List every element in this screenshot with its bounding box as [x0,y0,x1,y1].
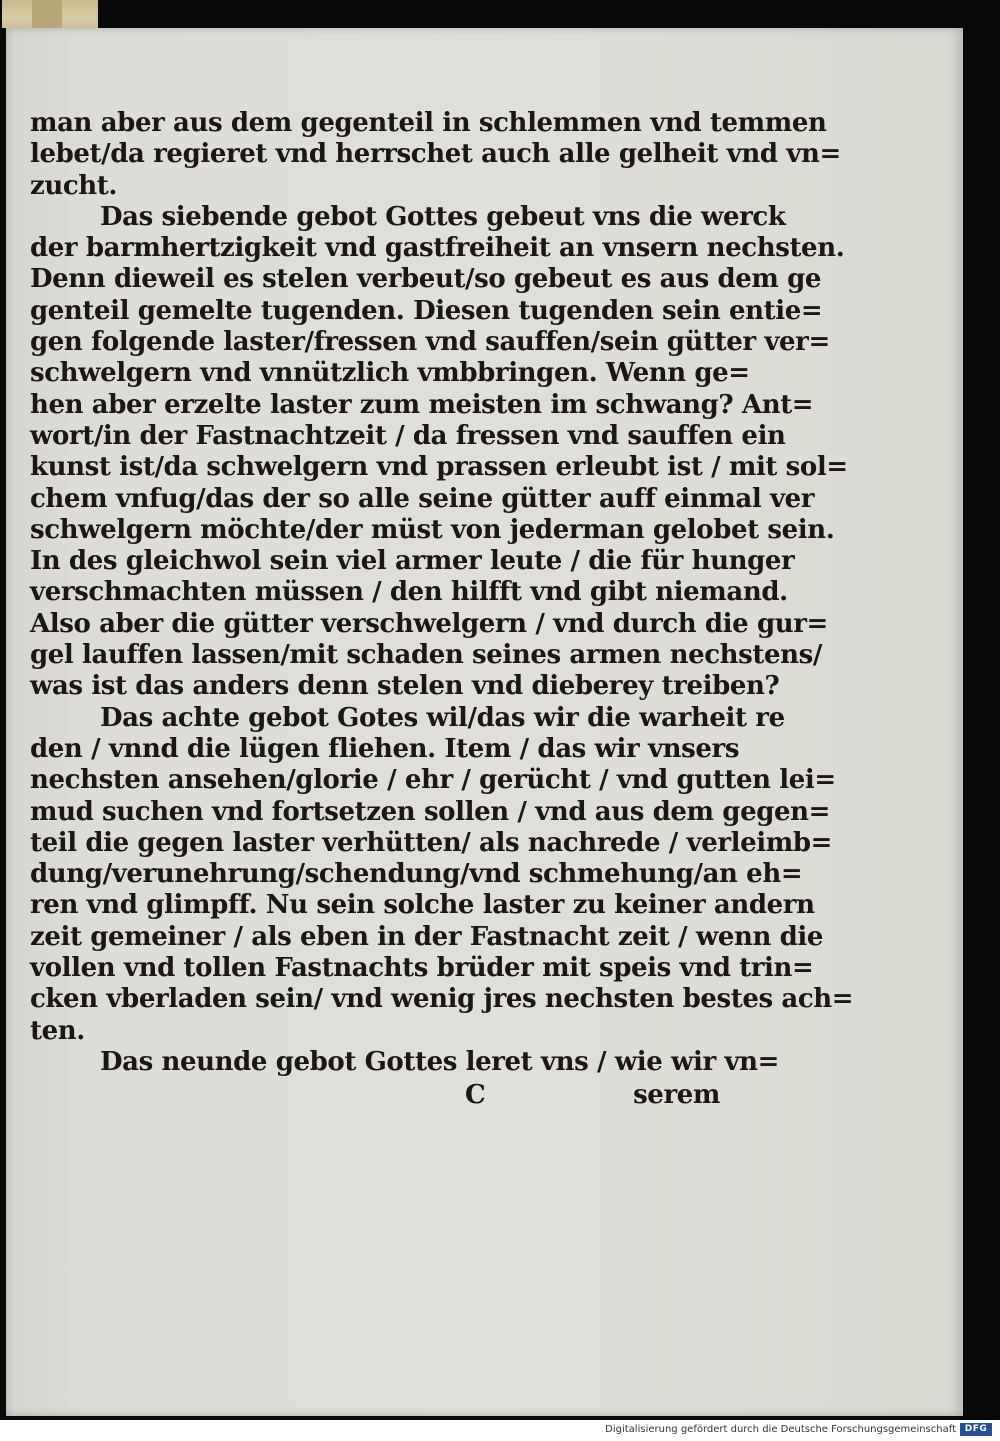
signature-mark: C [465,1080,486,1111]
text-line: der barmhertzigkeit vnd gastfreiheit an vnsern nechsten. [30,233,845,264]
text-line: Denn dieweil es stelen verbeut/so gebeut es aus dem ge [30,264,822,295]
text-line: man aber aus dem gegenteil in schlemmen vnd temmen [30,108,827,138]
text-line: gen folgende laster/fressen vnd sauffen/sein gütter ver= [30,327,830,358]
text-line: ten. [30,1015,85,1046]
text-line: kunst ist/da schwelgern vnd prassen erleubt ist / mit sol= [30,452,848,483]
paragraph-start-line: Das siebende gebot Gottes gebeut vns die werck [100,201,786,232]
text-line: hen aber erzelte laster zum meisten im schwang? Ant= [30,389,814,420]
paragraph-start-line: Das neunde gebot Gottes leret vns / wie wir vn= [100,1046,780,1077]
text-line: vollen vnd tollen Fastnachts brüder mit speis vnd trin= [30,953,814,984]
text-line: ren vnd glimpff. Nu sein solche laster zu keiner andern [30,890,815,921]
text-line: cken vberladen sein/ vnd wenig jres nechsten bestes ach= [30,984,854,1015]
text-line: Also aber die gütter verschwelgern / vnd durch die gur= [30,608,828,639]
text-line: chem vnfug/das der so alle seine gütter auff einmal ver [30,483,815,514]
text-line: wort/in der Fastnachtzeit / da fressen vnd sauffen ein [30,420,786,451]
text-line: dung/verunehrung/schendung/vnd schmehung/an eh= [30,859,803,890]
paragraph-start-line: Das achte gebot Gotes wil/das wir die warheit re [100,702,785,733]
binding-tab [2,0,98,28]
text-line: genteil gemelte tugenden. Diesen tugenden sein entie= [30,295,823,326]
text-line: verschmachten müssen / den hilfft vnd gibt niemand. [30,577,788,608]
text-line: In des gleichwol sein viel armer leute / die für hunger [30,546,795,577]
text-line: schwelgern vnd vnnützlich vmbbringen. Wenn ge= [30,358,750,389]
funding-credit: Digitalisierung gefördert durch die Deutsche Forschungsgemeinschaft [605,1424,956,1435]
dfg-logo: DFG [960,1423,992,1436]
text-line: was ist das anders denn stelen vnd dieberey treiben? [30,671,780,702]
text-line: zeit gemeiner / als eben in der Fastnacht zeit / wenn die [30,921,824,952]
text-line: den / vnnd die lügen fliehen. Item / das wir vnsers [30,733,740,764]
text-line: gel lauffen lassen/mit schaden seines armen nechstens/ [30,640,822,671]
page-gutter [963,0,1000,1420]
text-line: teil die gegen laster verhütten/ als nachrede / verleimb= [30,827,833,858]
catchword: serem [633,1080,720,1111]
page-foot-row [30,1078,720,1112]
text-line: lebet/da regieret vnd herrschet auch alle gelheit vnd vn= [30,139,841,170]
text-line: schwelgern möchte/der müst von jederman gelobet sein. [30,514,835,545]
text-line: mud suchen vnd fortsetzen sollen / vnd aus dem gegen= [30,796,831,827]
text-line: nechsten ansehen/glorie / ehr / gerücht / vnd gutten lei= [30,765,836,796]
text-line: zucht. [30,170,118,201]
page-text [30,108,854,1112]
footer-bar [0,1420,1000,1441]
